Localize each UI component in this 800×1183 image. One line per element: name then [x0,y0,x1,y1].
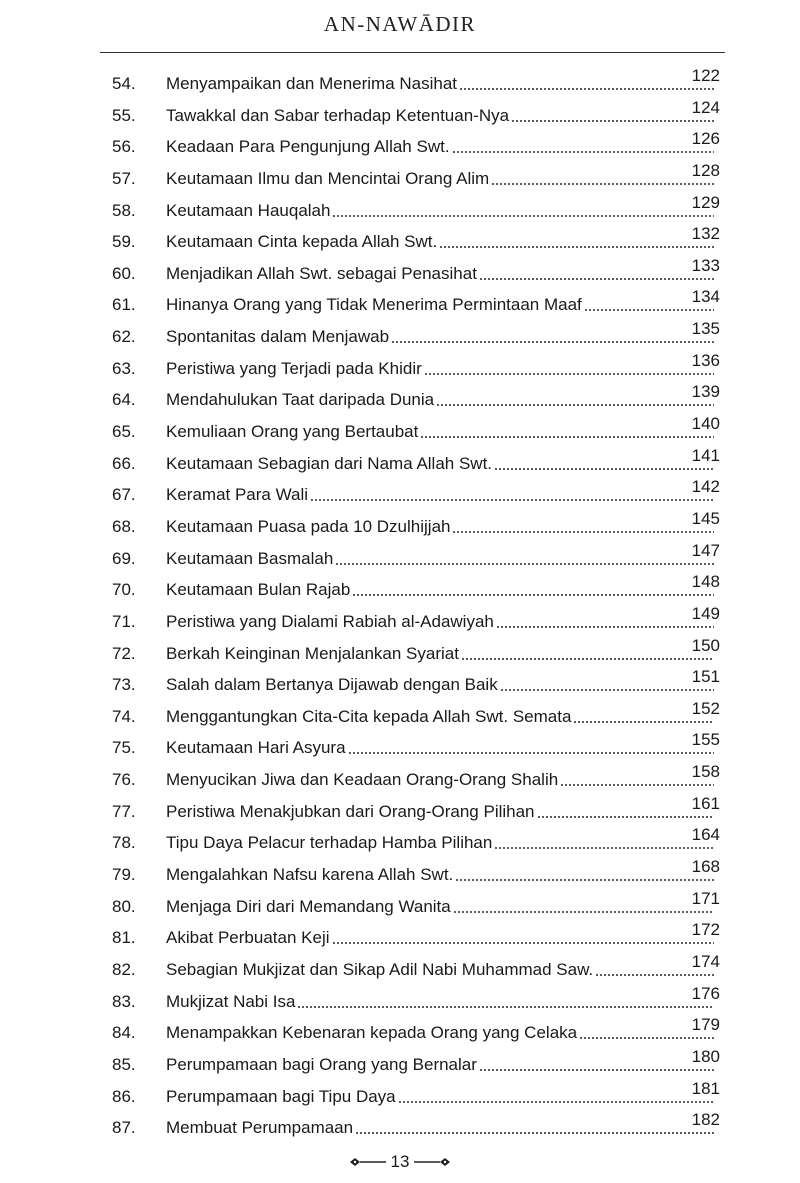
dot-leader [452,151,714,153]
dot-leader [584,309,714,311]
toc-entry-page: 171 [691,888,720,908]
toc-entry-number: 83. [112,991,136,1011]
toc-entry-number: 74. [112,706,136,726]
header-rule [100,52,725,53]
toc-entry-title: Peristiwa yang Terjadi pada Khidir [166,358,422,378]
toc-entry-line [166,232,720,252]
toc-entry-line [166,833,720,853]
toc-row [0,222,800,254]
toc-entry-page: 182 [691,1110,720,1130]
toc-row [0,602,800,634]
toc-entry-line [166,738,720,758]
toc-row [0,475,800,507]
dot-leader [494,468,714,470]
dot-leader [398,1101,714,1103]
page-footer [0,1152,800,1172]
toc-row [0,285,800,317]
toc-entry-page: 148 [691,572,720,592]
toc-entry-line [166,707,720,727]
toc-row [0,887,800,919]
toc-entry-page: 164 [691,825,720,845]
toc-entry-number: 63. [112,358,136,378]
toc-row [0,64,800,96]
toc-entry-title: Salah dalam Bertanya Dijawab dengan Baik [166,675,498,695]
toc-entry-title: Menampakkan Kebenaran kepada Orang yang Celaka [166,1023,578,1043]
toc-entry-page: 152 [691,698,720,718]
toc-entry-title: Keutamaan Basmalah [166,548,334,568]
toc-entry-page: 135 [691,319,720,339]
toc-entry-page: 161 [691,793,720,813]
toc-entry-number: 71. [112,611,136,631]
table-of-contents [0,64,800,1140]
toc-entry-title: Menjaga Diri dari Memandang Wanita [166,896,451,916]
toc-entry-title: Spontanitas dalam Menjawab [166,327,390,347]
toc-entry-line [166,549,720,569]
page-number: 13 [390,1152,410,1171]
toc-entry-title: Keadaan Para Pengunjung Allah Swt. [166,137,450,157]
dot-leader [310,499,714,501]
toc-row [0,634,800,666]
dot-leader [391,341,714,343]
toc-entry-page: 132 [691,224,720,244]
toc-entry-title: Keutamaan Sebagian dari Nama Allah Swt. [166,453,493,473]
toc-row [0,380,800,412]
dot-leader [494,847,714,849]
toc-entry-line [166,928,720,948]
toc-entry-line [166,422,720,442]
dot-leader [573,721,714,723]
toc-entry-line [166,264,720,284]
toc-entry-number: 73. [112,675,136,695]
toc-entry-number: 56. [112,137,136,157]
toc-entry-line [166,137,720,157]
toc-entry-line [166,454,720,474]
toc-row [0,982,800,1014]
toc-entry-number: 60. [112,263,136,283]
toc-row [0,792,800,824]
toc-entry-page: 168 [691,857,720,877]
toc-entry-number: 66. [112,453,136,473]
toc-entry-line [166,1055,720,1075]
dot-leader [332,942,715,944]
toc-entry-number: 54. [112,74,136,93]
dot-leader [579,1037,714,1039]
toc-entry-number: 85. [112,1054,136,1074]
toc-entry-number: 80. [112,896,136,916]
toc-entry-line [166,201,720,221]
toc-entry-line [166,675,720,695]
toc-entry-page: 141 [691,445,720,465]
toc-entry-line [166,865,720,885]
toc-entry-page: 128 [691,160,720,180]
toc-entry-title: Menggantungkan Cita-Cita kepada Allah Swt. Semata [166,706,572,726]
dot-leader [479,1069,714,1071]
toc-row [0,254,800,286]
toc-entry-line [166,1023,720,1043]
toc-entry-number: 87. [112,1118,136,1138]
toc-row [0,697,800,729]
toc-entry-title: Keutamaan Puasa pada 10 Dzulhijjah [166,516,451,536]
toc-row [0,1045,800,1077]
toc-entry-page: 142 [691,477,720,497]
toc-entry-number: 59. [112,232,136,252]
toc-row [0,728,800,760]
toc-row [0,918,800,950]
toc-entry-line [166,327,720,347]
dot-leader [348,752,714,754]
toc-entry-number: 70. [112,580,136,600]
toc-entry-number: 64. [112,390,136,410]
toc-entry-page: 140 [691,414,720,434]
dot-leader [332,215,714,217]
dot-leader [436,404,714,406]
toc-entry-title: Tawakkal dan Sabar terhadap Ketentuan-Nya [166,105,510,125]
toc-entry-page: 149 [691,603,720,623]
toc-entry-number: 82. [112,959,136,979]
dot-leader [335,563,714,565]
toc-entry-number: 84. [112,1023,136,1043]
toc-entry-title: Menjadikan Allah Swt. sebagai Penasihat [166,263,477,283]
right-ornament-icon [413,1156,451,1168]
toc-row [0,1077,800,1109]
toc-entry-page: 147 [691,540,720,560]
toc-row [0,539,800,571]
toc-row [0,1013,800,1045]
toc-entry-title: Akibat Perbuatan Keji [166,928,330,948]
dot-leader [511,120,714,122]
toc-entry-line [166,74,720,94]
dot-leader [479,278,714,280]
toc-entry-title: Perumpamaan bagi Orang yang Bernalar [166,1054,477,1074]
toc-entry-number: 65. [112,422,136,442]
toc-entry-title: Perumpamaan bagi Tipu Daya [166,1086,396,1106]
toc-entry-number: 77. [112,801,136,821]
toc-entry-page: 176 [691,983,720,1003]
toc-row [0,412,800,444]
toc-entry-page: 136 [691,350,720,370]
toc-row [0,760,800,792]
toc-entry-number: 79. [112,865,136,885]
toc-entry-number: 81. [112,928,136,948]
toc-row [0,507,800,539]
toc-row [0,570,800,602]
toc-entry-number: 76. [112,770,136,790]
toc-entry-page: 180 [691,1046,720,1066]
toc-entry-title: Mengalahkan Nafsu karena Allah Swt. [166,865,454,885]
toc-entry-page: 174 [691,951,720,971]
toc-entry-page: 181 [691,1078,720,1098]
toc-row [0,349,800,381]
toc-row [0,191,800,223]
toc-entry-title: Menyampaikan dan Menerima Nasihat [166,74,458,93]
toc-entry-page: 151 [691,667,720,687]
toc-entry-title: Keutamaan Hauqalah [166,200,331,220]
toc-entry-line [166,295,720,315]
toc-row [0,444,800,476]
dot-leader [297,1006,714,1008]
toc-entry-title: Peristiwa yang Dialami Rabiah al-Adawiyah [166,611,494,631]
dot-leader [352,594,714,596]
toc-entry-page: 126 [691,129,720,149]
toc-entry-line [166,580,720,600]
toc-entry-page: 145 [691,508,720,528]
toc-row [0,127,800,159]
dot-leader [500,689,714,691]
toc-entry-title: Kemuliaan Orang yang Bertaubat [166,422,419,442]
dot-leader [420,436,714,438]
dot-leader [455,879,714,881]
toc-entry-title: Mukjizat Nabi Isa [166,991,296,1011]
toc-entry-line [166,770,720,790]
dot-leader [461,658,714,660]
toc-entry-number: 75. [112,738,136,758]
toc-row [0,665,800,697]
toc-entry-page: 158 [691,762,720,782]
toc-row [0,950,800,982]
dot-leader [452,531,714,533]
toc-entry-title: Peristiwa Menakjubkan dari Orang-Orang Pilihan [166,801,535,821]
toc-entry-page: 129 [691,192,720,212]
toc-entry-page: 150 [691,635,720,655]
toc-row [0,96,800,128]
toc-entry-page: 139 [691,382,720,402]
toc-entry-title: Keramat Para Wali [166,485,309,505]
toc-entry-title: Hinanya Orang yang Tidak Menerima Permintaan Maaf [166,295,582,315]
toc-entry-line [166,802,720,822]
toc-entry-number: 78. [112,833,136,853]
toc-entry-page: 155 [691,730,720,750]
toc-entry-title: Membuat Perumpamaan [166,1118,354,1138]
toc-entry-title: Menyucikan Jiwa dan Keadaan Orang-Orang Shalih [166,770,559,790]
toc-entry-title: Berkah Keinginan Menjalankan Syariat [166,643,459,663]
toc-entry-line [166,359,720,379]
dot-leader [595,974,714,976]
toc-entry-line [166,169,720,189]
toc-entry-page: 124 [691,97,720,117]
toc-entry-number: 72. [112,643,136,663]
dot-leader [453,911,714,913]
dot-leader [560,784,714,786]
toc-entry-title: Keutamaan Hari Asyura [166,738,346,758]
toc-entry-number: 86. [112,1086,136,1106]
toc-entry-title: Tipu Daya Pelacur terhadap Hamba Pilihan [166,833,493,853]
toc-entry-number: 68. [112,516,136,536]
toc-entry-line [166,897,720,917]
toc-entry-page: 172 [691,920,720,940]
toc-entry-number: 58. [112,200,136,220]
toc-entry-line [166,1087,720,1107]
toc-entry-number: 69. [112,548,136,568]
toc-row [0,855,800,887]
toc-entry-line [166,644,720,664]
dot-leader [424,373,714,375]
dot-leader [496,626,714,628]
toc-entry-page: 134 [691,287,720,307]
toc-entry-title: Mendahulukan Taat daripada Dunia [166,390,435,410]
dot-leader [491,183,714,185]
toc-entry-page: 133 [691,255,720,275]
dot-leader [355,1132,714,1134]
toc-entry-page: 179 [691,1015,720,1035]
toc-entry-line [166,517,720,537]
toc-entry-line [166,960,720,980]
toc-entry-line [166,485,720,505]
toc-entry-number: 57. [112,168,136,188]
toc-entry-line [166,1118,720,1138]
toc-row [0,823,800,855]
left-ornament-icon [349,1156,387,1168]
toc-entry-number: 67. [112,485,136,505]
toc-row [0,159,800,191]
toc-entry-number: 55. [112,105,136,125]
toc-row [0,317,800,349]
toc-entry-line [166,612,720,632]
toc-entry-title: Sebagian Mukjizat dan Sikap Adil Nabi Muhammad Saw. [166,959,594,979]
toc-entry-title: Keutamaan Cinta kepada Allah Swt. [166,232,438,252]
dot-leader [439,246,714,248]
running-head-title: AN-NAWĀDIR [323,12,477,36]
toc-entry-number: 61. [112,295,136,315]
toc-entry-page: 122 [691,66,720,85]
toc-entry-line [166,390,720,410]
toc-entry-line [166,992,720,1012]
toc-entry-number: 62. [112,327,136,347]
toc-entry-title: Keutamaan Ilmu dan Mencintai Orang Alim [166,168,490,188]
toc-entry-title: Keutamaan Bulan Rajab [166,580,351,600]
toc-row [0,1108,800,1140]
dot-leader [537,816,714,818]
toc-entry-line [166,106,720,126]
dot-leader [459,88,714,90]
